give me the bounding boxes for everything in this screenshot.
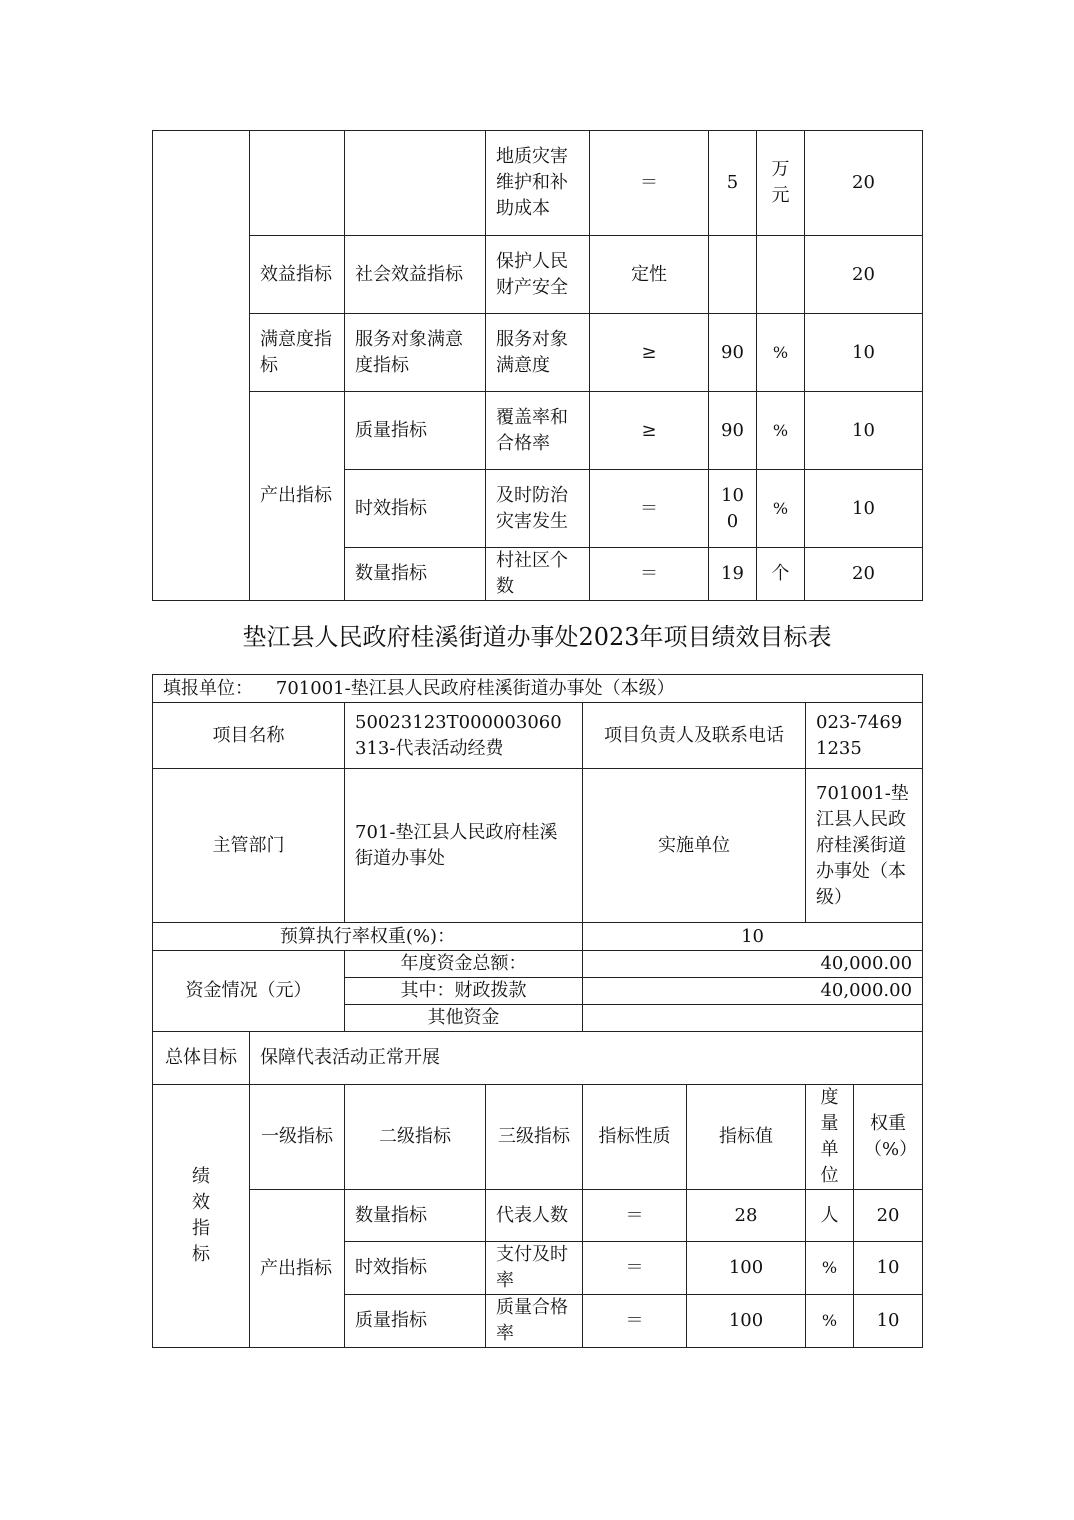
column-header-value: 指标值 xyxy=(687,1085,806,1190)
column-header-nature: 指标性质 xyxy=(583,1085,687,1190)
project-leader-label: 项目负责人及联系电话 xyxy=(583,703,806,769)
table-row xyxy=(153,675,923,703)
performance-indicators-text: 绩效指标 xyxy=(192,1166,210,1265)
weight: 20 xyxy=(854,1190,923,1242)
measure-unit: % xyxy=(806,1242,854,1295)
measure-unit: % xyxy=(757,470,805,548)
table-row xyxy=(153,951,923,978)
indicator-value: 90 xyxy=(709,392,757,470)
implementing-unit-value: 701001-垫江县人民政府桂溪街道办事处（本级） xyxy=(806,769,923,923)
indicator-nature: ＝ xyxy=(590,470,709,548)
level3-indicator: 及时防治灾害发生 xyxy=(486,470,590,548)
column-header-level3: 三级指标 xyxy=(486,1085,583,1190)
measure-unit: % xyxy=(757,392,805,470)
overall-goal-label: 总体目标 xyxy=(153,1032,250,1085)
indicator-value: 5 xyxy=(709,131,757,236)
implementing-unit-label: 实施单位 xyxy=(583,769,806,923)
indicator-nature: ＝ xyxy=(590,131,709,236)
other-funds-label: 其他资金 xyxy=(345,1005,583,1032)
table-row xyxy=(153,236,923,314)
reporting-unit-label: 填报单位： xyxy=(163,677,253,699)
level1-indicator: 效益指标 xyxy=(250,236,345,314)
measure-unit: 人 xyxy=(806,1190,854,1242)
measure-unit: % xyxy=(806,1295,854,1348)
column-header-level1: 一级指标 xyxy=(250,1085,345,1190)
level3-indicator: 村社区个数 xyxy=(486,548,590,601)
measure-unit xyxy=(757,236,805,314)
indicator-value: 100 xyxy=(687,1242,806,1295)
table-row xyxy=(153,1032,923,1085)
reporting-unit-value: 701001-垫江县人民政府桂溪街道办事处（本级） xyxy=(275,677,675,699)
table-row xyxy=(153,392,923,470)
document-title: 垫江县人民政府桂溪街道办事处2023年项目绩效目标表 xyxy=(242,623,832,651)
blank-cell xyxy=(153,131,250,601)
project-name-value: 50023123T000003060313-代表活动经费 xyxy=(345,703,583,769)
level3-indicator: 覆盖率和合格率 xyxy=(486,392,590,470)
column-header-weight: 权重（%） xyxy=(854,1085,923,1190)
level2-indicator: 社会效益指标 xyxy=(345,236,486,314)
reporting-unit-cell xyxy=(153,675,923,703)
level1-indicator: 产出指标 xyxy=(250,1190,345,1348)
weight: 10 xyxy=(854,1242,923,1295)
funds-label: 资金情况（元） xyxy=(153,951,345,1032)
column-header-unit: 度量单位 xyxy=(806,1085,854,1190)
annual-funds-value: 40,000.00 xyxy=(583,951,923,978)
annual-funds-label: 年度资金总额： xyxy=(345,951,583,978)
level3-indicator: 地质灾害维护和补助成本 xyxy=(486,131,590,236)
level3-indicator: 保护人民财产安全 xyxy=(486,236,590,314)
measure-unit: 万元 xyxy=(757,131,805,236)
level3-indicator: 代表人数 xyxy=(486,1190,583,1242)
indicator-nature: ≥ xyxy=(590,392,709,470)
level2-indicator: 质量指标 xyxy=(345,392,486,470)
level2-indicator: 数量指标 xyxy=(345,548,486,601)
level3-indicator: 服务对象满意度 xyxy=(486,314,590,392)
table-row xyxy=(153,769,923,923)
level3-indicator: 质量合格率 xyxy=(486,1295,583,1348)
measure-unit: 个 xyxy=(757,548,805,601)
table-row xyxy=(153,923,923,951)
table-header-row xyxy=(153,1085,923,1190)
table-row xyxy=(153,703,923,769)
blank-cell xyxy=(345,131,486,236)
indicator-value: 90 xyxy=(709,314,757,392)
fiscal-funds-value: 40,000.00 xyxy=(583,978,923,1005)
weight: 20 xyxy=(805,236,923,314)
performance-target-table xyxy=(152,674,923,1348)
indicator-value: 19 xyxy=(709,548,757,601)
supervising-dept-value: 701-垫江县人民政府桂溪街道办事处 xyxy=(345,769,583,923)
level2-indicator: 质量指标 xyxy=(345,1295,486,1348)
level1-indicator: 满意度指标 xyxy=(250,314,345,392)
weight: 10 xyxy=(805,314,923,392)
blank-cell xyxy=(250,131,345,236)
indicator-value: 28 xyxy=(687,1190,806,1242)
indicator-nature: ＝ xyxy=(583,1190,687,1242)
level1-indicator: 产出指标 xyxy=(250,392,345,601)
table-row xyxy=(153,131,923,236)
table-row xyxy=(153,314,923,392)
weight: 20 xyxy=(805,131,923,236)
project-leader-phone: 023-74691235 xyxy=(806,703,923,769)
weight: 10 xyxy=(805,470,923,548)
budget-rate-value: 10 xyxy=(583,923,923,951)
indicator-nature: ＝ xyxy=(583,1242,687,1295)
level2-indicator: 时效指标 xyxy=(345,1242,486,1295)
level2-indicator: 数量指标 xyxy=(345,1190,486,1242)
indicator-nature: ＝ xyxy=(590,548,709,601)
indicator-table-continued xyxy=(152,130,923,601)
supervising-dept-label: 主管部门 xyxy=(153,769,345,923)
measure-unit: % xyxy=(757,314,805,392)
indicator-value: 100 xyxy=(687,1295,806,1348)
fiscal-funds-label: 其中：财政拨款 xyxy=(345,978,583,1005)
indicator-value: 100 xyxy=(709,470,757,548)
indicator-nature: 定性 xyxy=(590,236,709,314)
weight: 20 xyxy=(805,548,923,601)
weight: 10 xyxy=(854,1295,923,1348)
budget-rate-label: 预算执行率权重(%)： xyxy=(153,923,583,951)
indicator-nature: ＝ xyxy=(583,1295,687,1348)
indicator-value xyxy=(709,236,757,314)
level2-indicator: 时效指标 xyxy=(345,470,486,548)
indicator-nature: ≥ xyxy=(590,314,709,392)
project-name-label: 项目名称 xyxy=(153,703,345,769)
other-funds-value xyxy=(583,1005,923,1032)
table-row xyxy=(153,1190,923,1242)
level2-indicator: 服务对象满意度指标 xyxy=(345,314,486,392)
weight: 10 xyxy=(805,392,923,470)
column-header-level2: 二级指标 xyxy=(345,1085,486,1190)
level3-indicator: 支付及时率 xyxy=(486,1242,583,1295)
performance-indicators-label xyxy=(153,1085,250,1348)
overall-goal-value: 保障代表活动正常开展 xyxy=(250,1032,923,1085)
